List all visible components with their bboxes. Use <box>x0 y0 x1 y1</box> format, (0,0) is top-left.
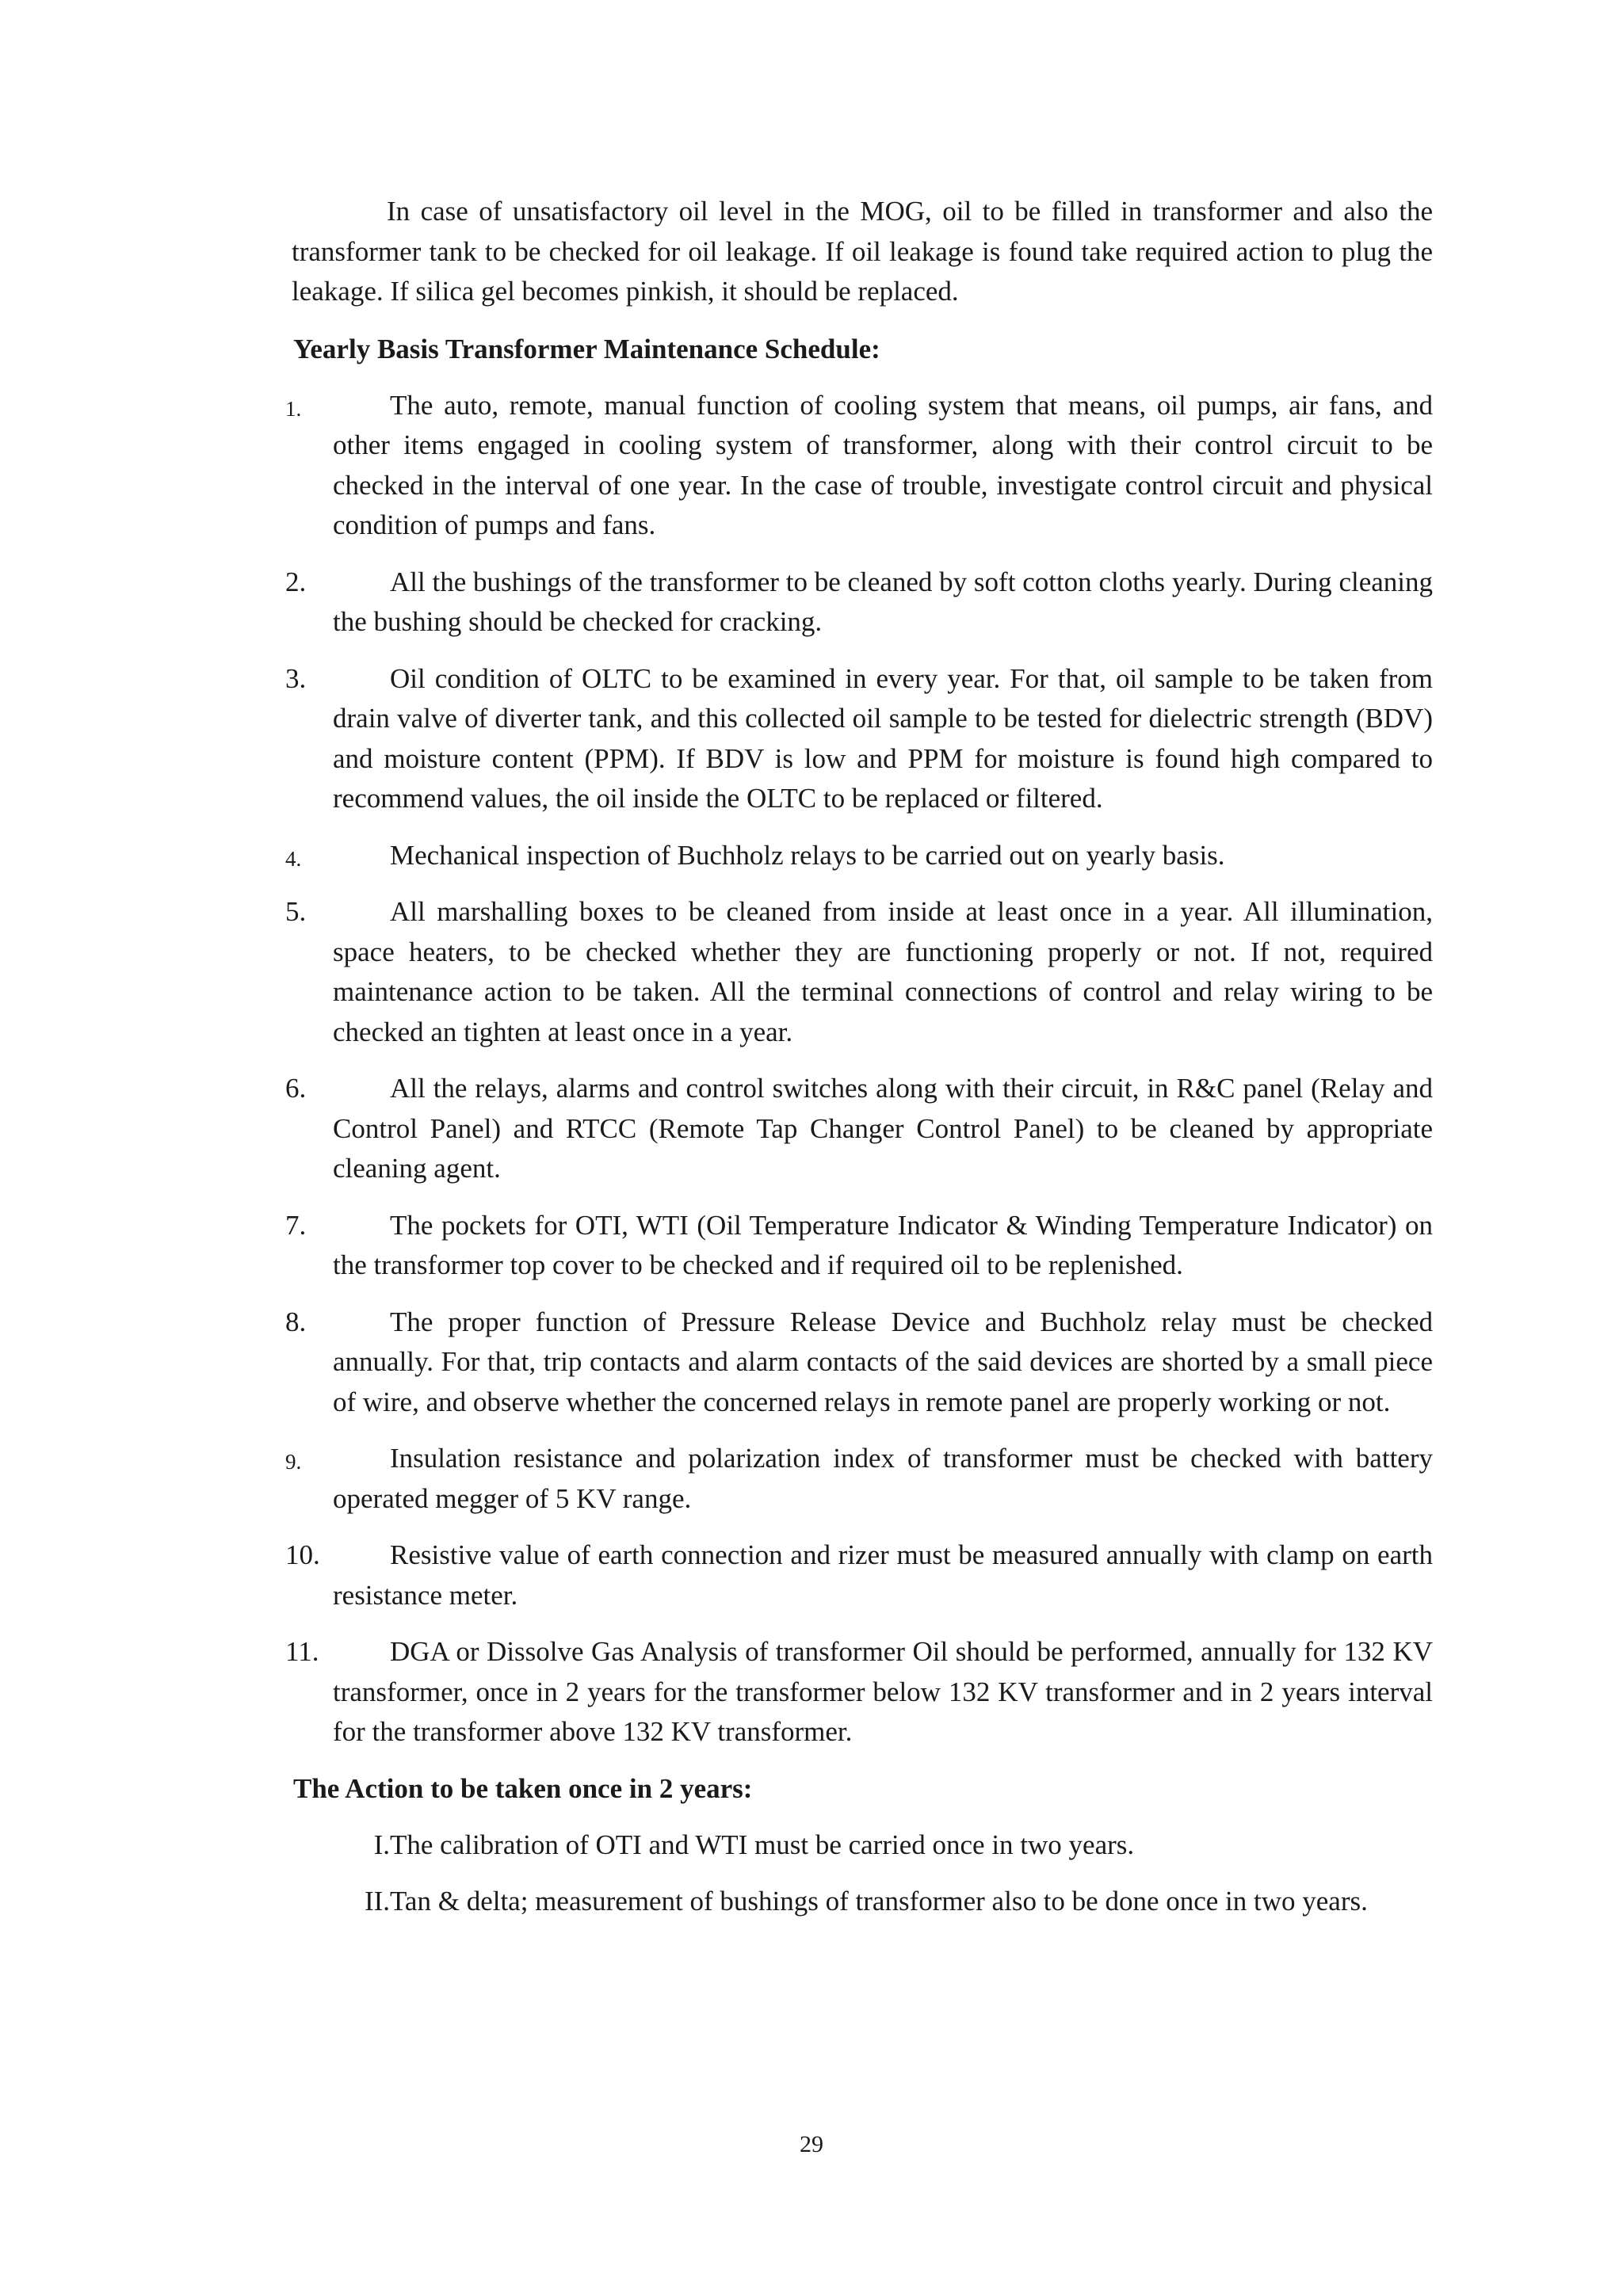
list-item-text: All the bushings of the transformer to be cleaned by soft cotton cloths yearly. During cleaning the bushing should be checked for cracking. <box>333 566 1433 637</box>
list-item-number: II. <box>364 1886 390 1917</box>
document-page <box>285 192 1433 1939</box>
list-item <box>285 659 1433 819</box>
list-item-number: 7. <box>285 1209 307 1241</box>
list-item-number: I. <box>373 1829 390 1860</box>
list-item <box>292 1882 1433 1922</box>
list-item <box>285 1439 1433 1519</box>
list-item-text: All the relays, alarms and control switches along with their circuit, in R&C panel (Relay and Control Panel) and RTCC (Remote Tap Changer Control Panel) to be cleaned by appropriate cleaning agent. <box>333 1073 1433 1184</box>
list-item-number: 6. <box>285 1073 307 1104</box>
list-item-text: Oil condition of OLTC to be examined in every year. For that, oil sample to be taken from drain valve of diverter tank, and this collected oil sample to be tested for dielectric strength (BDV) and moisture content (PPM). If BDV is low and PPM for moisture is found high compared to recommend values, the oil inside the OLTC to be replaced or filtered. <box>333 662 1433 814</box>
list-item <box>285 892 1433 1052</box>
list-item <box>285 836 1433 876</box>
list-item-text: The pockets for OTI, WTI (Oil Temperature Indicator & Winding Temperature Indicator) on the transformer top cover to be checked and if required oil to be replenished. <box>333 1209 1433 1280</box>
yearly-list <box>285 386 1433 1753</box>
page-number: 29 <box>800 2131 823 2157</box>
list-item-text: All marshalling boxes to be cleaned from inside at least once in a year. All illumination, space heaters, to be checked whether they are functioning properly or not. If not, required maintenance action to be taken. All the terminal connections of control and relay wiring to be checked an tighten at least once in a year. <box>333 896 1433 1047</box>
list-item-text: Resistive value of earth connection and rizer must be measured annually with clamp on earth resistance meter. <box>333 1539 1433 1611</box>
list-item <box>285 563 1433 643</box>
yearly-schedule-heading: Yearly Basis Transformer Maintenance Schedule: <box>293 333 880 364</box>
list-item-text: DGA or Dissolve Gas Analysis of transformer Oil should be performed, annually for 132 KV transformer, once in 2 years for the transformer below 132 KV transformer and in 2 years interval for the transformer above 132 KV transformer. <box>333 1636 1433 1747</box>
biennial-list <box>292 1825 1433 1922</box>
list-item-number: 9. <box>285 1450 302 1474</box>
list-item-number: 5. <box>285 896 307 927</box>
list-item <box>285 1206 1433 1286</box>
list-item-text: The auto, remote, manual function of cooling system that means, oil pumps, air fans, and other items engaged in cooling system of transformer, along with their control circuit to be checked in the interval of one year. In the case of trouble, investigate control circuit and physical condition of pumps and fans. <box>333 389 1433 540</box>
list-item-number: 4. <box>285 846 302 871</box>
list-item-number: 1. <box>285 396 302 421</box>
list-item-text: Tan & delta; measurement of bushings of transformer also to be done once in two years. <box>390 1886 1368 1917</box>
list-item <box>285 1632 1433 1753</box>
list-item <box>285 386 1433 546</box>
list-item <box>292 1825 1433 1866</box>
list-item-text: The proper function of Pressure Release Device and Buchholz relay must be checked annually. For that, trip contacts and alarm contacts of the said devices are shorted by a small piece of wire, and observe whether the concerned relays in remote panel are properly working or not. <box>333 1306 1433 1417</box>
intro-paragraph: In case of unsatisfactory oil level in the MOG, oil to be filled in transformer and also the transformer tank to be checked for oil leakage. If oil leakage is found take required action to plug the leakage. If silica gel becomes pinkish, it should be replaced. <box>292 196 1433 307</box>
list-item-number: 10. <box>285 1539 320 1570</box>
list-item-text: Insulation resistance and polarization index of transformer must be checked with battery operated megger of 5 KV range. <box>333 1443 1433 1514</box>
list-item-text: Mechanical inspection of Buchholz relays to be carried out on yearly basis. <box>390 839 1225 871</box>
list-item-number: 11. <box>285 1636 319 1667</box>
biennial-action-heading: The Action to be taken once in 2 years: <box>293 1772 753 1804</box>
list-item-number: 3. <box>285 662 307 694</box>
list-item <box>285 1069 1433 1189</box>
list-item-number: 2. <box>285 566 307 597</box>
list-item-number: 8. <box>285 1306 307 1337</box>
list-item-text: The calibration of OTI and WTI must be carried once in two years. <box>390 1829 1135 1860</box>
list-item <box>285 1302 1433 1423</box>
list-item <box>285 1535 1433 1615</box>
